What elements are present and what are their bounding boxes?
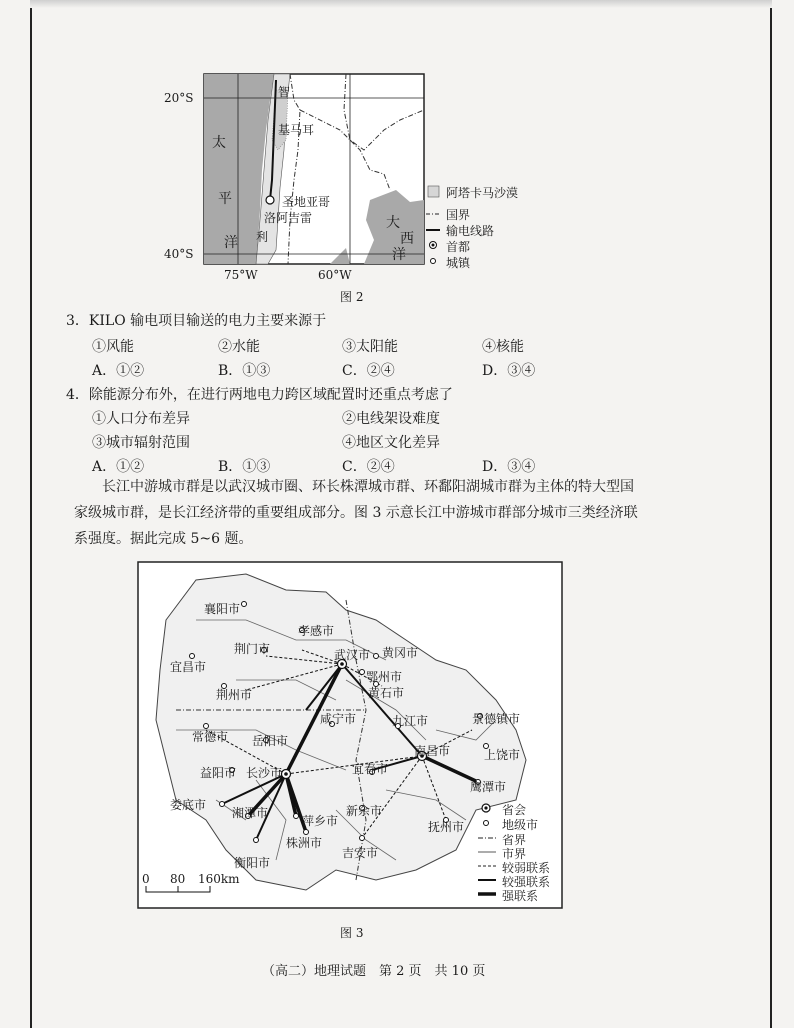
q4-choice-d[interactable]: D．③④ — [482, 459, 536, 475]
city-nanchang: 南昌市 — [414, 744, 451, 758]
legend-strong-link: 强联系 — [502, 889, 539, 903]
lon-75w: 75°W — [224, 268, 258, 282]
legend-provincial-capital: 省会 — [502, 803, 527, 817]
legend-desert: 阿塔卡马沙漠 — [446, 186, 519, 200]
q4-choice-a[interactable]: A．①② — [92, 459, 145, 475]
q3-choice-d[interactable]: D．③④ — [482, 363, 536, 379]
city-fuzhou: 抚州市 — [428, 820, 465, 834]
city-yichun: 宜春市 — [352, 762, 389, 776]
lat-20s: 20°S — [164, 91, 194, 105]
city-xinyu: 新余市 — [346, 804, 383, 818]
intro-paragraph: 长江中游城市群是以武汉城市圈、环长株潭城市群、环鄱阳湖城市群为主体的特大型国家级城市群，是长江经济带的重要组成部分。图 3 示意长江中游城市群部分城市三类经济联系强度。据此完成 5~6 题。 — [74, 479, 638, 547]
city-yingtan: 鹰潭市 — [470, 780, 507, 794]
city-jiujiang: 九江市 — [392, 714, 429, 728]
city-xianning: 咸宁市 — [320, 712, 357, 726]
scale-80: 80 — [170, 872, 186, 886]
city-zhuzhou: 株洲市 — [286, 836, 323, 850]
scan-top-strip — [30, 0, 772, 8]
city-yiyang: 益阳市 — [200, 766, 237, 780]
q4-stem: 4．除能源分布外，在进行两地电力跨区域配置时还重点考虑了 — [66, 387, 453, 403]
q3-stem: 3．KILO 输电项目输送的电力主要来源于 — [66, 313, 327, 329]
chile-map — [160, 70, 540, 290]
legend-town: 城镇 — [446, 256, 471, 270]
label-pacific-2: 平 — [218, 191, 232, 207]
city-hengyang: 衡阳市 — [234, 856, 271, 870]
legend-prefecture-city: 地级市 — [502, 818, 539, 832]
label-atlantic-3: 洋 — [392, 247, 406, 263]
city-jingmen: 荆门市 — [234, 642, 271, 656]
label-santiago: 圣地亚哥 — [282, 195, 331, 209]
city-huanggang: 黄冈市 — [382, 646, 419, 660]
q3-option-3: ③太阳能 — [342, 339, 398, 355]
legend-provincial-boundary: 省界 — [502, 833, 527, 847]
label-pacific-3: 洋 — [224, 235, 238, 251]
figure-2 — [160, 70, 540, 290]
legend-city-boundary: 市界 — [502, 847, 527, 861]
lat-40s: 40°S — [164, 247, 194, 261]
label-li: 利 — [256, 230, 269, 244]
legend-capital: 首都 — [446, 240, 471, 254]
city-pingxiang: 萍乡市 — [302, 814, 339, 828]
q4-choice-c[interactable]: C．②④ — [342, 459, 395, 475]
city-jian: 吉安市 — [342, 846, 379, 860]
q4-choice-b[interactable]: B．①③ — [218, 459, 271, 475]
figure-3 — [136, 560, 564, 910]
page-border-right — [770, 0, 772, 1028]
q4-option-3: ③城市辐射范围 — [92, 435, 190, 451]
legend-powerline: 输电线路 — [446, 224, 495, 238]
q4-option-1: ①人口分布差异 — [92, 411, 190, 427]
city-ezhou: 鄂州市 — [366, 670, 403, 684]
city-wuhan: 武汉市 — [334, 648, 371, 662]
page-footer: （高二）地理试题 第 2 页 共 10 页 — [262, 964, 486, 979]
label-los-angeles: 洛阿吉雷 — [264, 211, 313, 225]
city-huangshi: 黄石市 — [368, 686, 405, 700]
figure-2-caption: 图 2 — [340, 290, 364, 304]
label-atlantic-1: 大 — [386, 215, 400, 231]
q3-choice-a[interactable]: A．①② — [92, 363, 145, 379]
city-changde: 常德市 — [192, 730, 229, 744]
city-xiaogan: 孝感市 — [298, 624, 335, 638]
label-pacific-1: 太 — [212, 135, 226, 151]
city-yueyang: 岳阳市 — [252, 734, 289, 748]
q3-choice-b[interactable]: B．①③ — [218, 363, 271, 379]
scale-0: 0 — [142, 872, 150, 886]
q4-option-4: ④地区文化差异 — [342, 435, 440, 451]
page-border-left — [30, 0, 32, 1028]
city-jingzhou: 荆州市 — [216, 688, 253, 702]
q3-option-1: ①风能 — [92, 339, 134, 355]
legend-medium-link: 较强联系 — [502, 875, 551, 889]
city-jingdezhen: 景德镇市 — [472, 712, 521, 726]
label-iquique: 基马耳 — [278, 123, 315, 137]
city-yichang: 宜昌市 — [170, 660, 207, 674]
city-xiangyang: 襄阳市 — [204, 602, 241, 616]
q4-option-2: ②电线架设难度 — [342, 411, 440, 427]
city-changsha: 长沙市 — [246, 766, 283, 780]
legend-border: 国界 — [446, 208, 471, 222]
q3-option-4: ④核能 — [482, 339, 524, 355]
figure-3-caption: 图 3 — [340, 926, 364, 940]
label-zhi: 智 — [278, 85, 291, 99]
city-loudi: 娄底市 — [170, 798, 207, 812]
lon-60w: 60°W — [318, 268, 352, 282]
q3-option-2: ②水能 — [218, 339, 260, 355]
scale-160km: 160km — [198, 872, 240, 886]
city-shangrao: 上饶市 — [484, 748, 521, 762]
city-xiangtan: 湘潭市 — [232, 806, 269, 820]
q3-choice-c[interactable]: C．②④ — [342, 363, 395, 379]
legend-weak-link: 较弱联系 — [502, 861, 551, 875]
label-atlantic-2: 西 — [400, 231, 414, 247]
